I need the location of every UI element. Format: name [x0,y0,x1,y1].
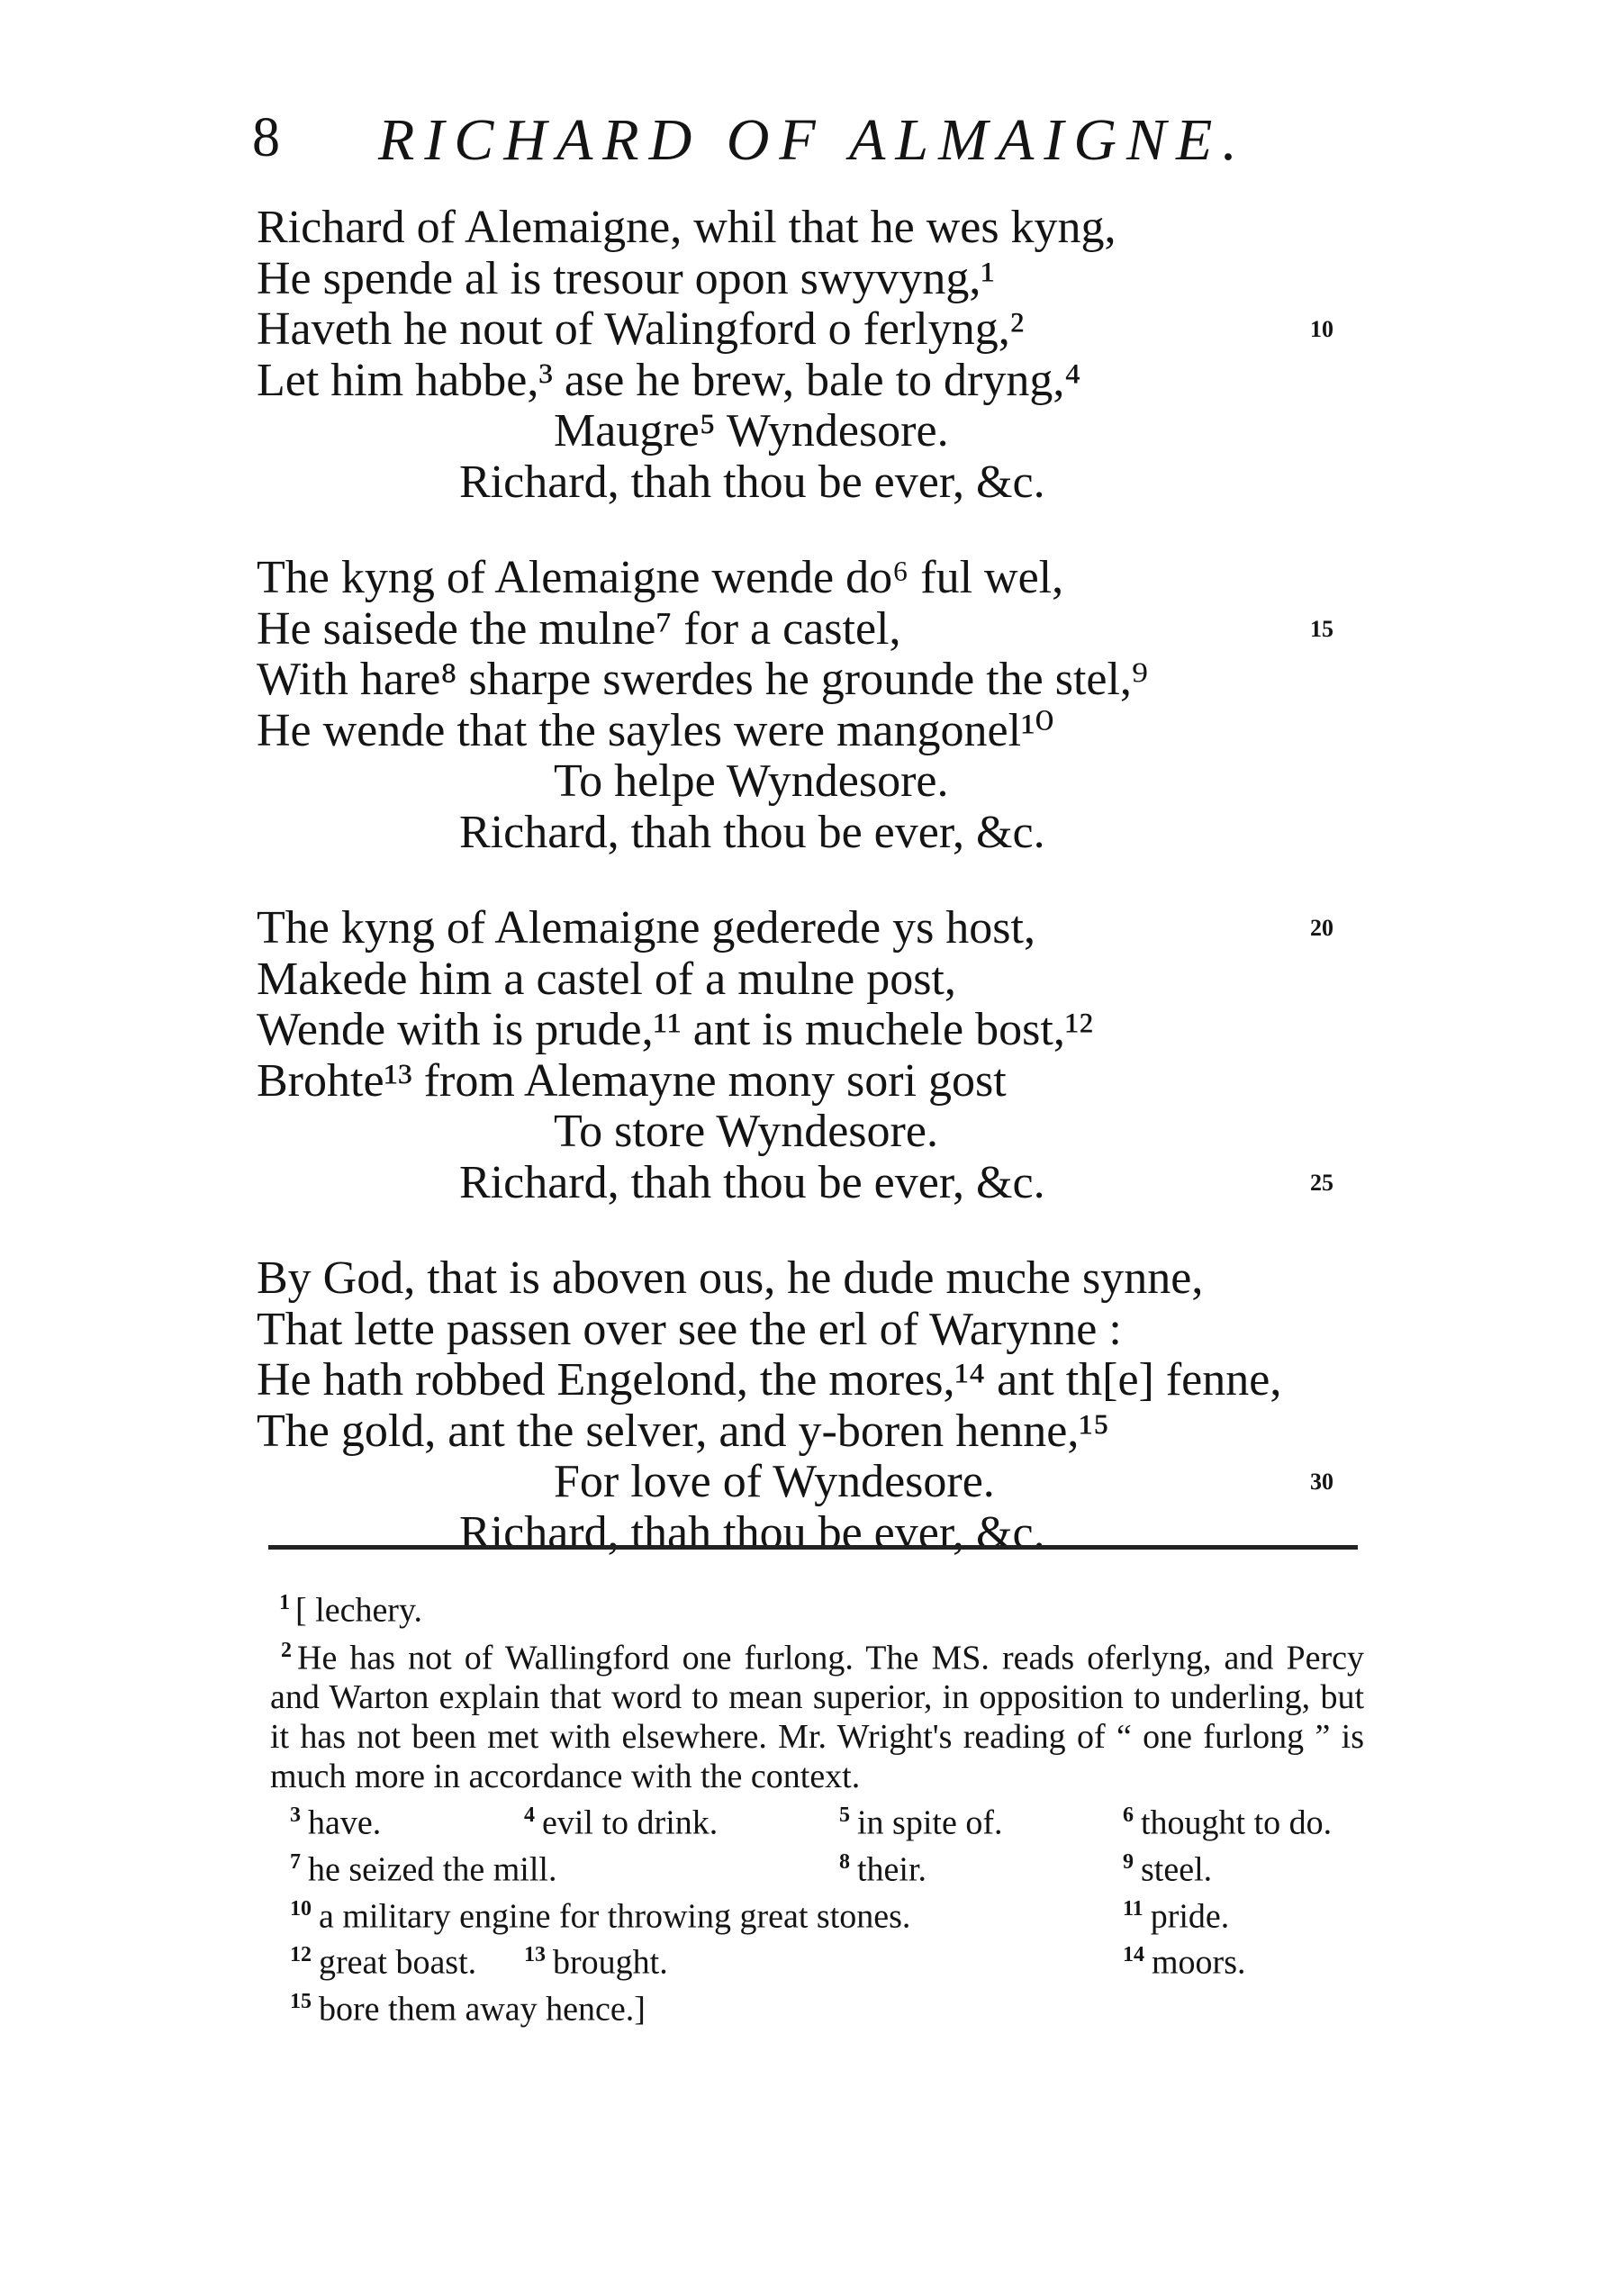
footnote-cell [290,1890,1123,1937]
verse-line [257,1253,1382,1305]
verse-line [257,406,1382,457]
running-header [252,106,1348,178]
verse-line [257,756,1382,808]
footnote-text: pride. [1150,1897,1230,1936]
stanza [257,903,1382,1208]
verse-line [257,203,1382,254]
line-number: 10 [1310,316,1333,342]
footnote-text: evil to drink. [542,1803,719,1842]
verse-text: Richard, thah thou be ever, &c. [459,806,1045,858]
footnote-cell [290,1843,839,1890]
verse-text: For love of Wyndesore. [554,1456,995,1507]
verse-text: That lette passen over see the erl of Warynne : [257,1303,1122,1355]
verse-line [257,457,1382,509]
footnote-marker: 6 [1123,1803,1134,1828]
verse-text: The kyng of Alemaigne wende do⁶ ful wel, [257,552,1064,603]
verse-line [257,808,1382,859]
footnote-divider [268,1545,1358,1550]
line-number: 25 [1310,1169,1333,1196]
verse-text: Wende with is prude,¹¹ ant is muchele bost,¹² [257,1004,1093,1055]
footnotes [270,1583,1364,2029]
verse-text: The kyng of Alemaigne gederede ys host, [257,902,1035,954]
line-number: 20 [1310,915,1333,941]
verse-line [257,254,1382,305]
footnote-marker: 12 [290,1943,312,1967]
line-number: 15 [1310,615,1333,642]
verse-line [257,1355,1382,1406]
page-number: 8 [252,107,280,168]
verse-text: Haveth he nout of Walingford o ferlyng,² [257,303,1025,355]
verse-line [257,1107,1382,1158]
footnote-text: he seized the mill. [308,1850,557,1889]
verse-line [257,304,1382,356]
footnote-cell [839,1796,1123,1843]
verse-line [257,604,1382,655]
footnote-cell [839,1936,1123,1983]
footnote-marker: 1 [279,1591,290,1614]
footnote-marker: 14 [1123,1943,1144,1967]
verse-line [257,655,1382,706]
footnote-text: their. [857,1850,927,1889]
verse-line [257,356,1382,407]
verse-text: He hath robbed Engelond, the mores,¹⁴ ant th[e] fenne, [257,1354,1282,1406]
footnote-cell [1123,1936,1375,1983]
verse-line [257,1457,1382,1508]
footnote-marker: 10 [290,1896,312,1921]
verse-line [257,1005,1382,1056]
footnote-cell [1123,1843,1375,1890]
stanza [257,203,1382,508]
footnote-text: great boast. [319,1943,477,1982]
verse-text: Maugre⁵ Wyndesore. [554,405,949,456]
verse-text: He spende al is tresour opon swyvyng,¹ [257,252,996,304]
verse-line [257,1056,1382,1107]
verse-text: By God, that is aboven ous, he dude muche synne, [257,1252,1204,1304]
stanza [257,1253,1382,1559]
verse-line [257,1406,1382,1458]
footnote-marker: 13 [524,1943,546,1967]
verse-text: To store Wyndesore. [554,1106,938,1157]
footnote-marker: 11 [1123,1896,1143,1921]
stanza [257,553,1382,858]
footnote-cell [290,1796,524,1843]
poem [257,203,1382,1604]
footnote-cell [1123,1796,1375,1843]
verse-text: Makede him a castel of a mulne post, [257,953,956,1005]
verse-text: Let him habbe,³ ase he brew, bale to dryng,⁴ [257,354,1081,406]
footnote-marker: 5 [839,1803,850,1828]
verse-text: Richard of Alemaigne, whil that he wes kyng, [257,202,1116,253]
running-title: RICHARD OF ALMAIGNE. [378,107,1247,173]
verse-line [257,1305,1382,1356]
footnote-cell [524,1936,839,1983]
verse-line [257,954,1382,1006]
footnote-marker: 3 [290,1803,301,1828]
footnote-2 [270,1631,1364,1797]
verse-text: The gold, ant the selver, and y-boren henne,¹⁵ [257,1405,1110,1457]
footnote-text: thought to do. [1141,1803,1333,1842]
footnote-cell [290,1936,524,1983]
footnote-marker: 2 [281,1638,292,1662]
footnote-text: have. [308,1803,382,1842]
footnote-cell [290,1983,1375,2029]
verse-line [257,903,1382,954]
verse-line [257,706,1382,757]
verse-line [257,553,1382,604]
verse-text: Brohte¹³ from Alemayne mony sori gost [257,1054,1007,1107]
footnote-text: a military engine for throwing great stones. [319,1897,911,1936]
footnote-text: brought. [553,1943,668,1982]
footnote-marker: 15 [290,1989,312,2013]
footnote-text: He has not of Wallingford one furlong. The MS. reads oferlyng, and Percy and Warton explain that word to mean superior, in opposition to underling, but it has not been met with elsewhere. Mr. Wright's reading of “ one furlong ” is much more in accordance with the context. [270,1639,1364,1796]
footnote-text: [ lechery. [295,1591,422,1630]
verse-text: Richard, thah thou be ever, &c. [459,456,1045,508]
footnote-cell [524,1796,839,1843]
line-number: 30 [1310,1469,1333,1495]
verse-text: He wende that the sayles were mangonel¹⁰ [257,704,1054,756]
footnote-text: steel. [1141,1850,1213,1889]
footnote-1 [270,1583,1364,1631]
verse-line [257,1508,1382,1559]
verse-text: He saisede the mulne⁷ for a castel, [257,602,901,655]
verse-text: Richard, thah thou be ever, &c. [459,1156,1045,1208]
footnote-cell [1123,1890,1375,1937]
footnote-marker: 8 [839,1849,850,1874]
footnote-text: moors. [1152,1943,1246,1982]
footnote-text: in spite of. [857,1803,1003,1842]
footnote-text: bore them away hence.] [319,1990,646,2029]
footnote-marker: 7 [290,1849,301,1874]
verse-text: Richard, thah thou be ever, &c. [459,1506,1045,1559]
footnote-marker: 9 [1123,1849,1134,1874]
verse-text: To helpe Wyndesore. [554,755,949,807]
verse-line [257,1158,1382,1209]
footnote-marker: 4 [524,1803,535,1828]
footnote-cell [839,1843,1123,1890]
short-footnotes [270,1796,1364,2029]
verse-text: With hare⁸ sharpe swerdes he grounde the stel,⁹ [257,654,1149,705]
